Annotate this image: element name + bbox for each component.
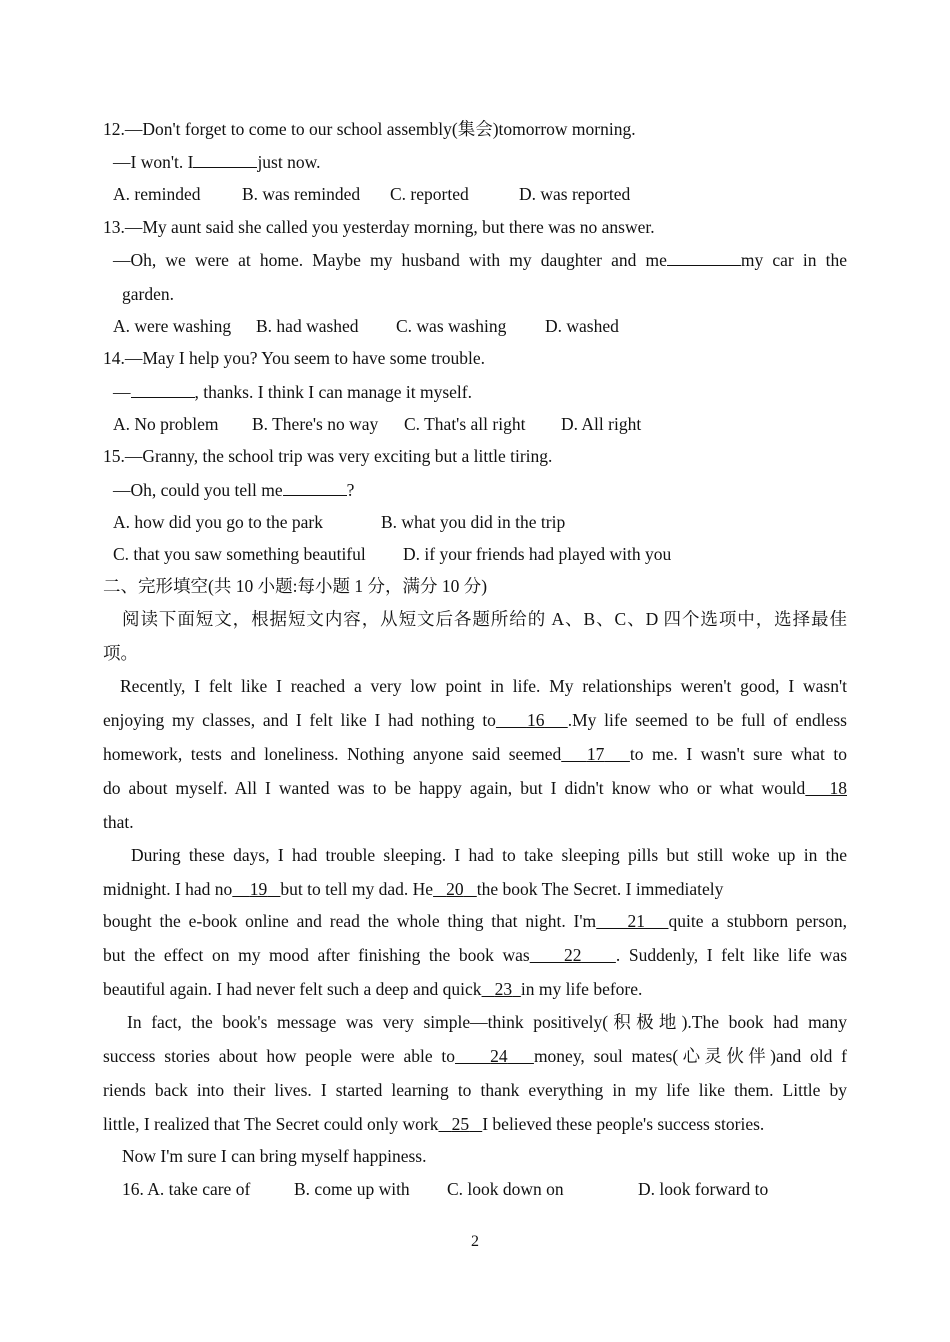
passage-text: quite a stubborn person, xyxy=(668,911,848,931)
passage-text: .My life seemed to be full of endless xyxy=(567,710,847,730)
question-13-stem: 13.—My aunt said she called you yesterday morning, but there was no answer. xyxy=(103,217,655,237)
q16-option-d: D. look forward to xyxy=(638,1179,769,1199)
option-a: A. reminded xyxy=(113,184,201,204)
option-a: A. were washing xyxy=(113,316,232,336)
blank-21 xyxy=(596,911,668,931)
option-c: C. was washing xyxy=(396,316,507,336)
option-d: D. All right xyxy=(561,414,642,434)
blank-number: 24 xyxy=(490,1046,508,1066)
blank-20 xyxy=(433,879,477,899)
reply-text: , thanks. I think I can manage it myself. xyxy=(194,382,472,402)
blank-number: 21 xyxy=(627,911,645,931)
question-12-reply xyxy=(113,150,847,173)
q16-option-a: 16. A. take care of xyxy=(122,1179,251,1199)
blank-number: 22 xyxy=(564,945,582,965)
passage-line xyxy=(103,978,847,1000)
passage-text: in my life before. xyxy=(520,979,643,999)
reply-text: — xyxy=(113,382,131,402)
option-a: A. No problem xyxy=(113,414,219,434)
section-instruction: 阅读下面短文，根据短文内容，从短文后各题所给的 A、B、C、D 四个选项中，选择最佳 xyxy=(122,609,847,629)
option-c: C. reported xyxy=(390,184,469,204)
blank-number: 23 xyxy=(494,979,513,999)
q16-option-c: C. look down on xyxy=(447,1179,564,1199)
blank-22 xyxy=(530,945,616,965)
passage-text: beautiful again. I had never felt such a deep and quick xyxy=(103,979,482,999)
passage-text: success stories about how people were able to xyxy=(103,1046,456,1066)
blank-number: 25 xyxy=(451,1114,470,1134)
answer-blank xyxy=(667,248,741,266)
passage-line: During these days, I had trouble sleeping. I had to take sleeping pills but still woke up in the xyxy=(131,845,847,865)
question-14-stem: 14.—May I help you? You seem to have some trouble. xyxy=(103,348,486,368)
blank-number: 18 xyxy=(829,778,847,798)
option-b: B. what you did in the trip xyxy=(381,512,566,532)
question-13-reply-cont: garden. xyxy=(122,284,174,304)
reply-text: —Oh, could you tell me xyxy=(113,480,283,500)
passage-line xyxy=(103,1045,847,1067)
reply-text: just now. xyxy=(257,152,321,172)
option-a: A. how did you go to the park xyxy=(113,512,323,532)
option-b: B. had washed xyxy=(256,316,359,336)
passage-text: the book The Secret. I immediately xyxy=(476,879,724,899)
passage-line: Now I'm sure I can bring myself happiness. xyxy=(122,1146,427,1166)
blank-17 xyxy=(561,744,630,764)
passage-text: midnight. I had no xyxy=(103,879,233,899)
passage-text: do about myself. All I wanted was to be happy again, but I didn't know who or what would xyxy=(103,778,806,798)
blank-number: 16 xyxy=(526,710,545,730)
blank-18 xyxy=(805,778,847,798)
blank-number: 20 xyxy=(446,879,464,899)
option-d: D. if your friends had played with you xyxy=(403,544,672,564)
passage-text: to me. I wasn't sure what to xyxy=(629,744,848,764)
question-13-reply xyxy=(113,248,847,271)
passage-text: but the effect on my mood after finishing the book was xyxy=(103,945,530,965)
option-c: C. that you saw something beautiful xyxy=(113,544,366,564)
passage-line: riends back into their lives. I started learning to thank everything in my life like them. Little by xyxy=(103,1080,847,1100)
reply-text: my car in the xyxy=(740,250,847,270)
section-heading: 二、完形填空(共 10 小题:每小题 1 分，满分 10 分) xyxy=(103,576,488,596)
answer-blank xyxy=(283,478,347,496)
option-b: B. There's no way xyxy=(252,414,379,434)
blank-24 xyxy=(455,1046,534,1066)
blank-25 xyxy=(438,1114,482,1134)
passage-text: bought the e-book online and read the whole thing that night. I'm xyxy=(103,911,597,931)
passage-text: . Suddenly, I felt like life was xyxy=(615,945,848,965)
question-12-stem: 12.—Don't forget to come to our school assembly(集会)tomorrow morning. xyxy=(103,119,636,139)
passage-line xyxy=(103,743,847,765)
blank-number: 19 xyxy=(249,879,268,899)
reply-text: —I won't. I xyxy=(113,152,194,172)
passage-text: money, soul mates(心灵伙伴)and old f xyxy=(533,1046,847,1066)
passage-text: enjoying my classes, and I felt like I had nothing to xyxy=(103,710,496,730)
blank-16 xyxy=(496,710,568,730)
passage-line xyxy=(103,777,847,799)
passage-line xyxy=(103,944,847,966)
passage-line: In fact, the book's message was very simple—think positively(积极地).The book had many xyxy=(127,1012,847,1032)
passage-text: but to tell my dad. He xyxy=(280,879,434,899)
blank-23 xyxy=(482,979,521,999)
q16-option-b: B. come up with xyxy=(294,1179,410,1199)
passage-line xyxy=(103,1113,847,1135)
question-14-reply xyxy=(113,380,847,403)
question-15-stem: 15.—Granny, the school trip was very exciting but a little tiring. xyxy=(103,446,553,466)
passage-line xyxy=(103,878,847,900)
question-15-reply xyxy=(113,478,847,501)
blank-19 xyxy=(232,879,280,899)
option-b: B. was reminded xyxy=(242,184,361,204)
section-instruction-cont: 项。 xyxy=(103,643,138,663)
passage-line: that. xyxy=(103,812,134,832)
passage-text: little, I realized that The Secret could only work xyxy=(103,1114,439,1134)
blank-number: 17 xyxy=(586,744,605,764)
passage-text: I believed these people's success stories. xyxy=(482,1114,765,1134)
option-c: C. That's all right xyxy=(404,414,526,434)
page-number: 2 xyxy=(471,1233,479,1250)
reply-text: —Oh, we were at home. Maybe my husband with my daughter and me xyxy=(113,250,667,270)
reply-text: ? xyxy=(346,480,355,500)
passage-line xyxy=(103,709,847,731)
option-d: D. was reported xyxy=(519,184,631,204)
passage-text: homework, tests and loneliness. Nothing anyone said seemed xyxy=(103,744,562,764)
passage-line: Recently, I felt like I reached a very low point in life. My relationships weren't good, I wasn't xyxy=(120,676,847,696)
answer-blank xyxy=(193,150,257,168)
option-d: D. washed xyxy=(545,316,619,336)
answer-blank xyxy=(131,380,195,398)
passage-line xyxy=(103,910,847,932)
